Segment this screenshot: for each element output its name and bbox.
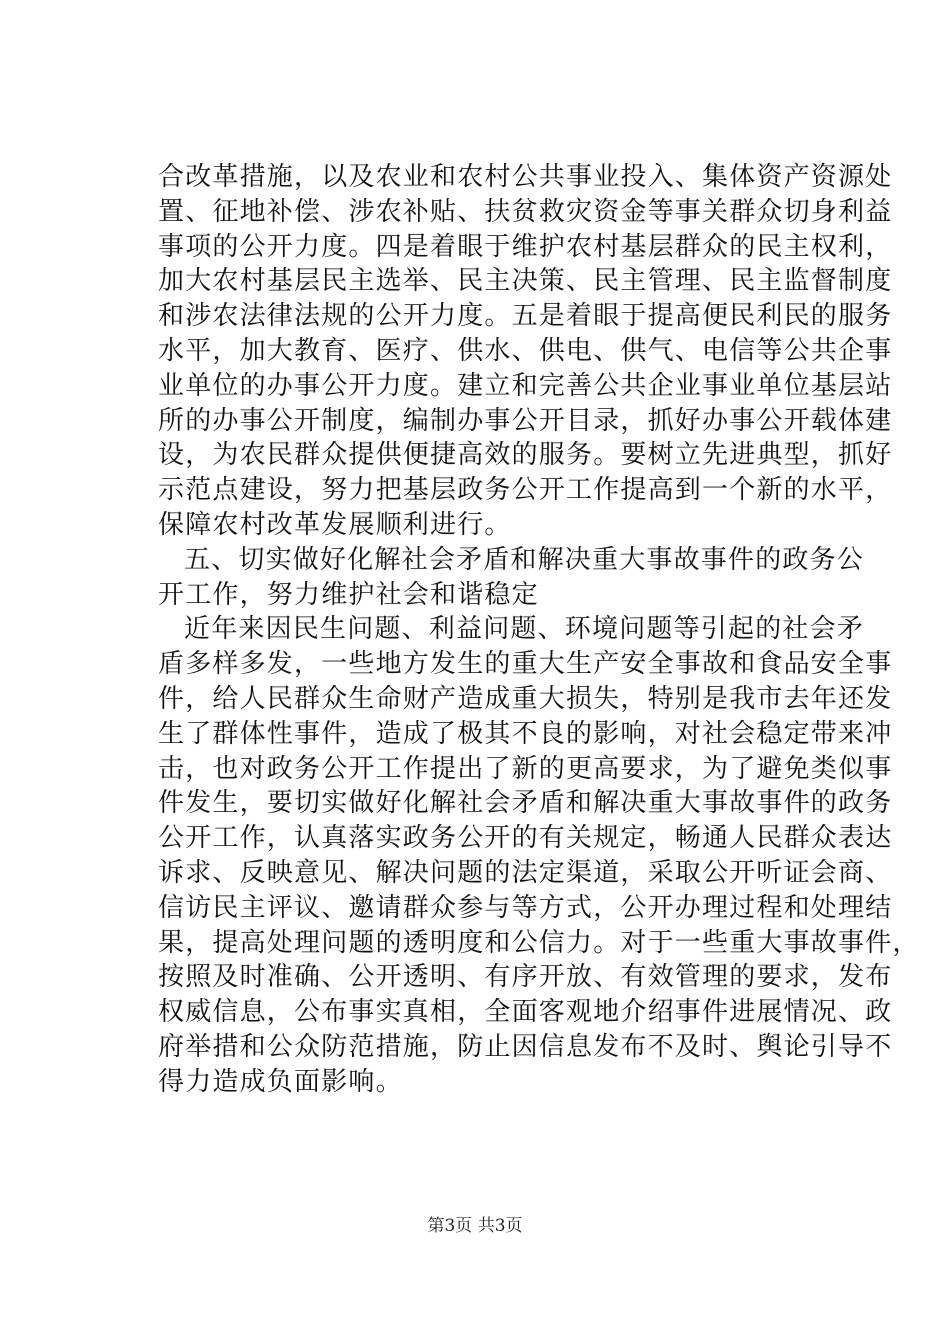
page-footer xyxy=(0,1215,950,1237)
text-line: 近年来因民生问题、利益问题、环境问题等引起的社会矛 xyxy=(184,614,865,645)
text-line: 果，提高处理问题的透明度和公信力。对于一些重大事故事件， xyxy=(158,927,920,958)
section-heading-continued: 开工作，努力维护社会和谐稳定 xyxy=(158,579,539,610)
text-line: 水平，加大教育、医疗、供水、供电、供气、电信等公共企事 xyxy=(158,335,893,366)
text-line: 所的办事公开制度，编制办事公开目录，抓好办事公开载体建 xyxy=(158,405,893,436)
section-heading: 五、切实做好化解社会矛盾和解决重大事故事件的政务公 xyxy=(184,544,865,575)
text-line: 和涉农法律法规的公开力度。五是着眼于提高便民利民的服务 xyxy=(158,301,893,332)
text-line: 业单位的办事公开力度。建立和完善公共企业事业单位基层站 xyxy=(158,370,893,401)
text-line: 件发生，要切实做好化解社会矛盾和解决重大事故事件的政务 xyxy=(158,788,893,819)
text-line: 府举措和公众防范措施，防止因信息发布不及时、舆论引导不 xyxy=(158,1031,893,1062)
text-line: 击，也对政务公开工作提出了新的更高要求，为了避免类似事 xyxy=(158,753,893,784)
text-line: 得力造成负面影响。 xyxy=(158,1066,403,1097)
text-line: 信访民主评议、邀请群众参与等方式，公开办理过程和处理结 xyxy=(158,892,893,923)
text-line: 保障农村改革发展顺利进行。 xyxy=(158,509,512,540)
text-line: 生了群体性事件，造成了极其不良的影响，对社会稳定带来冲 xyxy=(158,718,893,749)
body-text xyxy=(158,160,920,1100)
text-line: 合改革措施，以及农业和农村公共事业投入、集体资产资源处 xyxy=(158,162,893,192)
text-line: 按照及时准确、公开透明、有序开放、有效管理的要求，发布 xyxy=(158,962,893,993)
text-line: 设，为农民群众提供便捷高效的服务。要树立先进典型，抓好 xyxy=(158,440,893,471)
text-line: 件，给人民群众生命财产造成重大损失，特别是我市去年还发 xyxy=(158,683,893,714)
text-line: 权威信息，公布事实真相，全面客观地介绍事件进展情况、政 xyxy=(158,997,893,1028)
text-line: 诉求、反映意见、解决问题的法定渠道，采取公开听证会商、 xyxy=(158,857,893,888)
text-line: 公开工作，认真落实政务公开的有关规定，畅通人民群众表达 xyxy=(158,823,893,854)
page-number: 第3页 共3页 xyxy=(427,1216,523,1236)
text-line: 盾多样多发，一些地方发生的重大生产安全事故和食品安全事 xyxy=(158,649,893,680)
text-line: 示范点建设，努力把基层政务公开工作提高到一个新的水平， xyxy=(158,475,893,506)
text-line: 置、征地补偿、涉农补贴、扶贫救灾资金等事关群众切身利益 xyxy=(158,196,893,227)
text-line: 加大农村基层民主选举、民主决策、民主管理、民主监督制度 xyxy=(158,266,893,297)
text-line: 事项的公开力度。四是着眼于维护农村基层群众的民主权利， xyxy=(158,231,893,262)
